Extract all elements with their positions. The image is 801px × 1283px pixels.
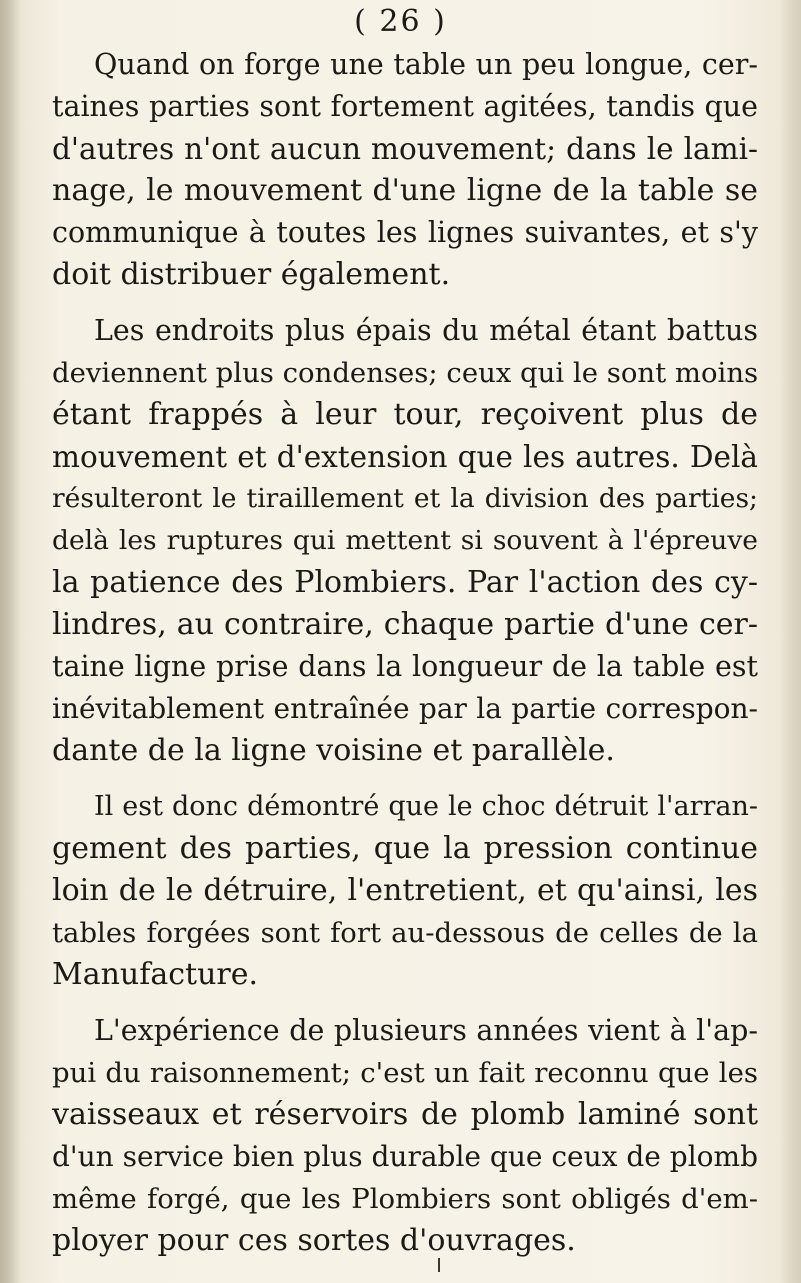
text-line: Manufacture. [52, 957, 259, 992]
text-line: taine ligne prise dans la longueur de la table est [52, 650, 758, 683]
paragraph [52, 786, 758, 996]
text-line: lindres, au contraire, chaque partie d'une cer- [52, 607, 758, 642]
paragraph [52, 44, 758, 296]
text-line: d'un service bien plus durable que ceux de plomb [52, 1140, 758, 1173]
text-line: dante de la ligne voisine et parallèle. [52, 733, 615, 768]
text-line: nage, le mouvement d'une ligne de la table se [52, 173, 758, 208]
text-line: tables forgées sont fort au-dessous de celles de la [52, 917, 758, 949]
text-line: inévitablement entraînée par la partie correspon- [52, 692, 758, 725]
paragraph [52, 310, 758, 772]
text-line: d'autres n'ont aucun mouvement; dans le lami- [52, 132, 758, 166]
page-number: ( 26 ) [354, 4, 447, 39]
text-line: la patience des Plombiers. Par l'action des cy- [52, 565, 758, 600]
text-line: L'expérience de plusieurs années vient à l'ap- [94, 1014, 758, 1047]
text-line: vaisseaux et réservoirs de plomb laminé sont [52, 1097, 758, 1132]
text-line: gement des parties, que la pression continue [52, 831, 758, 866]
page-edge [779, 0, 801, 1283]
body-text [52, 44, 758, 1276]
text-line: résulteront le tiraillement et la division des parties; [52, 483, 758, 514]
text-line: même forgé, que les Plombiers sont obligés d'em- [52, 1183, 758, 1215]
text-line: Il est donc démontré que le choc détruit l'arran- [94, 791, 758, 822]
text-line: ployer pour ces sortes d'ouvrages. [52, 1223, 576, 1258]
text-line: étant frappés à leur tour, reçoivent plus de [52, 397, 758, 432]
text-line: loin de le détruire, l'entretient, et qu'ainsi, les [52, 873, 758, 908]
printer-mark [438, 1258, 440, 1272]
text-line: communique à toutes les lignes suivantes, et s'y [52, 216, 758, 249]
text-line: Les endroits plus épais du métal étant battus [94, 314, 758, 347]
text-line: Quand on forge une table un peu longue, cer- [94, 48, 758, 81]
text-line: delà les ruptures qui mettent si souvent à l'épreuve [52, 525, 758, 556]
paragraph [52, 1010, 758, 1262]
text-line: pui du raisonnement; c'est un fait reconnu que les [52, 1057, 758, 1089]
text-line: taines parties sont fortement agitées, tandis que [52, 90, 758, 123]
text-line: deviennent plus condenses; ceux qui le sont moins [52, 357, 758, 389]
text-line: mouvement et d'extension que les autres. Delà [52, 440, 758, 474]
text-line: doit distribuer également. [52, 257, 451, 292]
binding-shadow [0, 0, 22, 1283]
